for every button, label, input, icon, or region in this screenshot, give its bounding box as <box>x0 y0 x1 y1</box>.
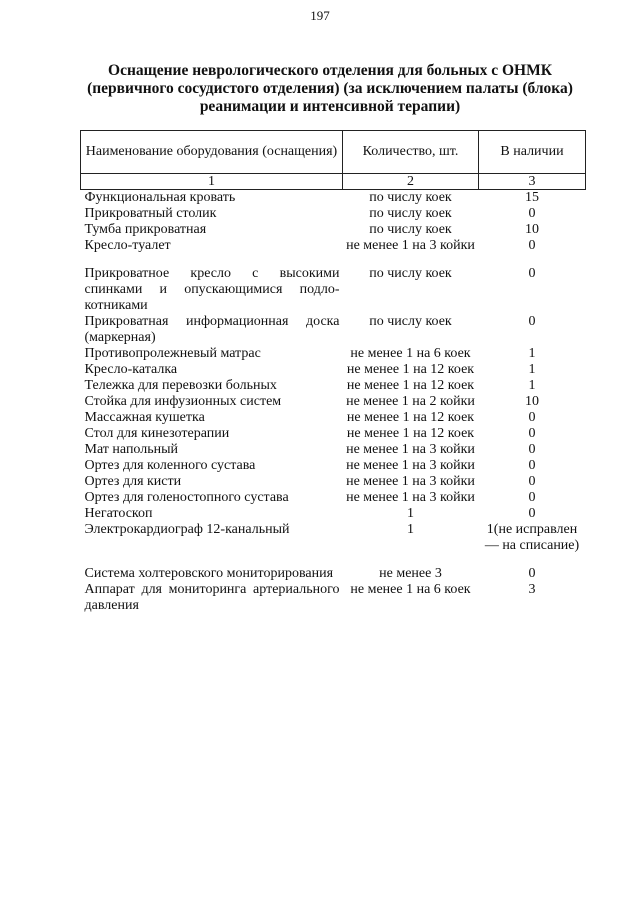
table-row <box>81 506 586 522</box>
table-row <box>81 314 586 346</box>
equipment-qty: не менее 1 на 6 коек <box>350 582 471 597</box>
equipment-avail: 0 <box>528 474 536 489</box>
equipment-name: Система холтеровского мониторирования <box>84 566 334 581</box>
equipment-name: Кресло-каталка <box>84 362 178 377</box>
equipment-name: Противопролежневый матрас <box>84 346 261 361</box>
equipment-avail: 0 <box>528 442 536 457</box>
equipment-avail: 3 <box>528 582 536 597</box>
equipment-avail: 1 <box>528 378 536 393</box>
equipment-qty: не менее 3 <box>379 566 442 581</box>
table-row <box>81 582 586 614</box>
equipment-name: Функциональная кровать <box>84 190 236 205</box>
equipment-avail: 1 <box>528 346 536 361</box>
equipment-avail: 1 <box>528 362 536 377</box>
equipment-name: Ортез для голеностопного сустава <box>84 490 289 505</box>
equipment-avail: 0 <box>528 426 536 441</box>
equipment-table <box>80 130 586 614</box>
equipment-avail: 0 <box>528 410 536 425</box>
header-qty: Количество, шт. <box>343 131 479 174</box>
equipment-name: Прикроватная информационная доска (маркерная) <box>84 314 340 345</box>
equipment-avail: 0 <box>528 566 536 581</box>
equipment-qty: 1 <box>407 506 414 521</box>
document-title <box>80 62 580 116</box>
equipment-avail: 0 <box>528 206 536 221</box>
equipment-name: Тележка для перевозки больных <box>84 378 277 393</box>
equipment-name: Массажная кушетка <box>84 410 205 425</box>
equipment-qty: по числу коек <box>369 190 452 205</box>
equipment-qty: не менее 1 на 3 койки <box>346 474 475 489</box>
page-number: 197 <box>310 8 330 23</box>
equipment-name: Ортез для кисти <box>84 474 182 489</box>
table-row <box>81 490 586 506</box>
equipment-qty: 1 <box>407 522 414 537</box>
table-row <box>81 522 586 554</box>
equipment-qty: не менее 1 на 2 койки <box>346 394 475 409</box>
equipment-avail: 0 <box>528 490 536 505</box>
equipment-qty: не менее 1 на 12 коек <box>346 426 475 441</box>
equipment-name: Стол для кинезотерапии <box>84 426 230 441</box>
equipment-avail: 0 <box>528 266 536 281</box>
table-row <box>81 346 586 362</box>
table-row <box>81 190 586 207</box>
equipment-name: Стойка для инфузионных систем <box>84 394 282 409</box>
table-row <box>81 458 586 474</box>
equipment-avail: 1(не исправлен — на списание) <box>484 522 580 553</box>
table-row <box>81 426 586 442</box>
equipment-qty: по числу коек <box>369 206 452 221</box>
equipment-qty: не менее 1 на 3 койки <box>346 458 475 473</box>
table-header-row <box>81 131 586 174</box>
table-row <box>81 206 586 222</box>
table-row <box>81 254 586 314</box>
equipment-qty: не менее 1 на 3 койки <box>346 238 475 253</box>
equipment-qty: не менее 1 на 12 коек <box>346 362 475 377</box>
table-row <box>81 238 586 254</box>
equipment-avail: 0 <box>528 458 536 473</box>
table-row <box>81 378 586 394</box>
equipment-name: Электрокардиограф 12-канальный <box>84 522 290 537</box>
table-row <box>81 394 586 410</box>
equipment-qty: по числу коек <box>369 266 452 281</box>
equipment-qty: не менее 1 на 3 койки <box>346 490 475 505</box>
table-row <box>81 222 586 238</box>
equipment-qty: не менее 1 на 6 коек <box>350 346 471 361</box>
title-line-1: Оснащение неврологического отделения для больных с ОНМК <box>108 62 552 79</box>
column-number: 2 <box>343 174 479 190</box>
equipment-qty: по числу коек <box>369 314 452 329</box>
equipment-name: Негатоскоп <box>84 506 153 521</box>
table-row <box>81 442 586 458</box>
equipment-name: Кресло-туалет <box>84 238 171 253</box>
equipment-name: Прикроватное кресло с высокими спинками и опускающимися подлокотниками <box>84 266 340 313</box>
column-number-row <box>81 174 586 190</box>
equipment-qty: не менее 1 на 12 коек <box>346 378 475 393</box>
equipment-avail: 0 <box>528 506 536 521</box>
equipment-avail: 10 <box>525 222 539 237</box>
equipment-qty: по числу коек <box>369 222 452 237</box>
equipment-name: Мат напольный <box>84 442 179 457</box>
table-row <box>81 554 586 582</box>
table-row <box>81 362 586 378</box>
title-line-2: (первичного сосудистого отделения) (за исключением палаты (блока) <box>87 80 573 97</box>
table-row <box>81 410 586 426</box>
column-number: 3 <box>479 174 586 190</box>
equipment-name: Ортез для коленного сустава <box>84 458 256 473</box>
equipment-name: Аппарат для мониторинга артериального давления <box>84 582 340 613</box>
equipment-avail: 10 <box>525 394 539 409</box>
header-name: Наименование оборудования (оснащения) <box>81 131 343 174</box>
equipment-qty: не менее 1 на 3 койки <box>346 442 475 457</box>
equipment-avail: 15 <box>525 190 539 205</box>
equipment-avail: 0 <box>528 238 536 253</box>
title-line-3: реанимации и интенсивной терапии) <box>199 98 461 115</box>
header-avail: В наличии <box>479 131 586 174</box>
table-row <box>81 474 586 490</box>
equipment-name: Прикроватный столик <box>84 206 217 221</box>
equipment-name: Тумба прикроватная <box>84 222 207 237</box>
equipment-qty: не менее 1 на 12 коек <box>346 410 475 425</box>
column-number: 1 <box>81 174 343 190</box>
equipment-avail: 0 <box>528 314 536 329</box>
